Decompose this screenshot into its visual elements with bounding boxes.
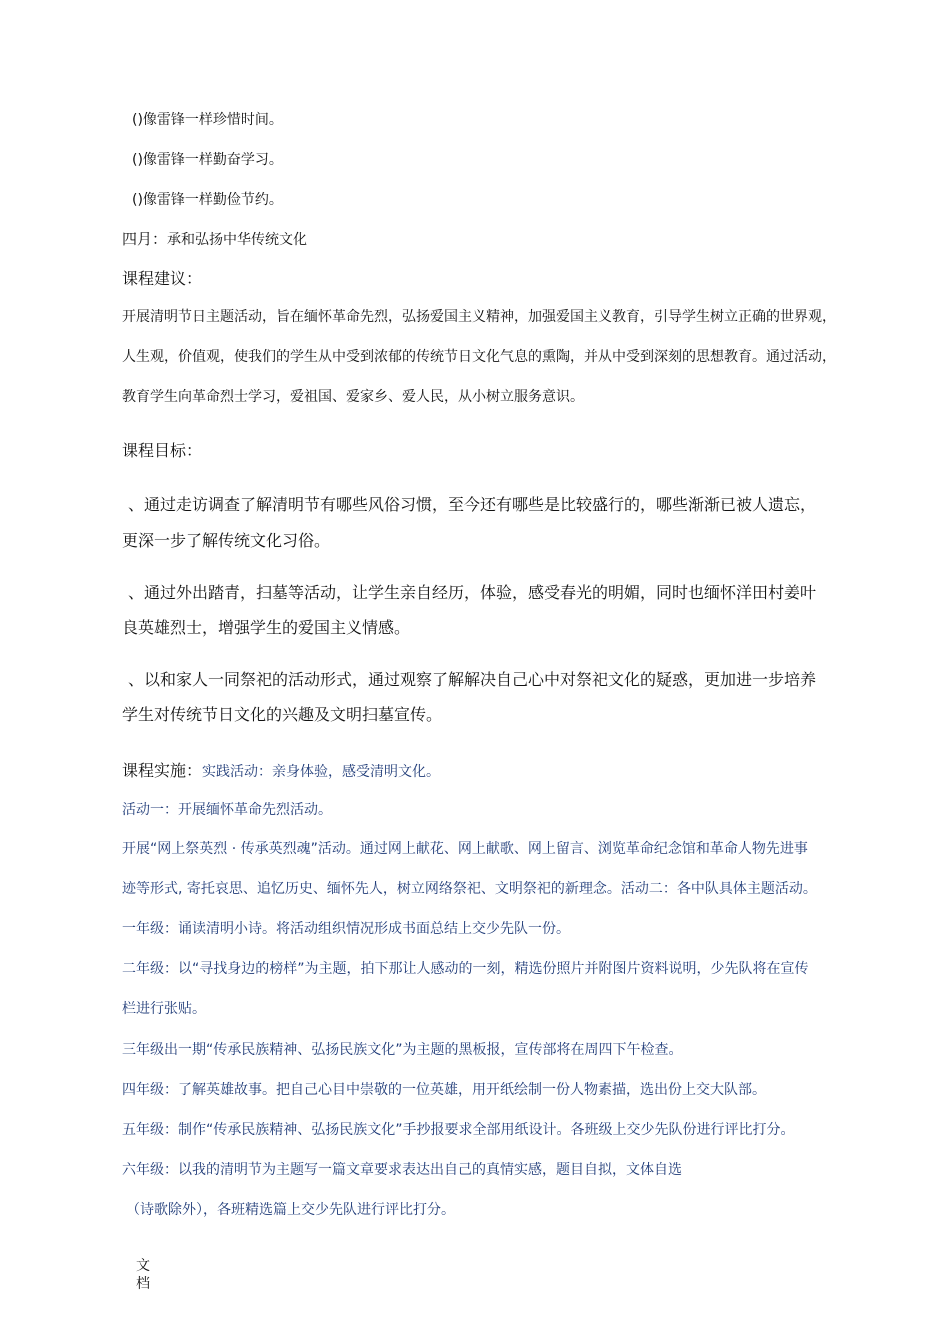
list-item-cherish-time: ()像雷锋一样珍惜时间。 bbox=[132, 112, 283, 128]
activity-line: 迹等形式, 寄托哀思、追忆历史、缅怀先人，树立网络祭祀、文明祭祀的新理念。活动二：各中队具体主题活动。 bbox=[122, 881, 817, 897]
grade-six-line: 六年级：以我的清明节为主题写一篇文章要求表达出自己的真情实感，题目自拟，文体自选 bbox=[122, 1162, 682, 1178]
paragraph-line: 教育学生向革命烈士学习，爱祖国、爱家乡、爱人民，从小树立服务意识。 bbox=[122, 389, 584, 405]
implementation-theme: 实践活动：亲身体验，感受清明文化。 bbox=[202, 764, 441, 780]
goal-line: 、通过走访调查了解清明节有哪些风俗习惯，至今还有哪些是比较盛行的，哪些渐渐已被人遗忘， bbox=[128, 495, 817, 514]
section-heading-suggestion: 课程建议： bbox=[122, 269, 203, 288]
grade-three-line: 三年级出一期“传承民族精神、弘扬民族文化”为主题的黑板报，宣传部将在周四下午检查。 bbox=[122, 1042, 683, 1058]
goal-line: 、以和家人一同祭祀的活动形式，通过观察了解解决自己心中对祭祀文化的疑惑，更加进一步培养 bbox=[128, 670, 817, 689]
grade-one-line: 一年级：诵读清明小诗。将活动组织情况形成书面总结上交少先队一份。 bbox=[122, 921, 570, 937]
paragraph-line: 开展清明节日主题活动，旨在缅怀革命先烈，弘扬爱国主义精神，加强爱国主义教育，引导学生树立正确的世界观， bbox=[122, 309, 836, 325]
grade-two-line: 二年级：以“寻找身边的榜样”为主题，拍下那让人感动的一刻，精选份照片并附图片资料说明，少先队将在宣传 bbox=[122, 961, 809, 977]
goal-line: 、通过外出踏青，扫墓等活动，让学生亲自经历，体验，感受春光的明媚，同时也缅怀洋田村姜叶 bbox=[128, 583, 817, 602]
footer-vertical-text bbox=[136, 1257, 152, 1293]
goal-line: 更深一步了解传统文化习俗。 bbox=[122, 531, 331, 550]
section-heading-goals: 课程目标： bbox=[122, 441, 203, 460]
month-heading bbox=[122, 228, 307, 249]
paragraph-line: 人生观，价值观，使我们的学生从中受到浓郁的传统节日文化气息的熏陶，并从中受到深刻的思想教育。通过活动， bbox=[122, 349, 836, 365]
grade-five-line: 五年级：制作“传承民族精神、弘扬民族文化”手抄报要求全部用纸设计。各班级上交少先队份进行评比打分。 bbox=[122, 1122, 795, 1138]
implementation-heading bbox=[122, 758, 440, 781]
footer-char: 档 bbox=[136, 1276, 150, 1292]
goal-line: 良英雄烈士，增强学生的爱国主义情感。 bbox=[122, 618, 411, 637]
grade-six-line: （诗歌除外），各班精选篇上交少先队进行评比打分。 bbox=[126, 1202, 455, 1218]
implementation-label: 课程实施： bbox=[122, 761, 203, 780]
activity-line: 开展“网上祭英烈 · 传承英烈魂”活动。通过网上献花、网上献歌、网上留言、浏览革命纪念馆和革命人物先进事 bbox=[122, 841, 808, 857]
list-item-thrift: ()像雷锋一样勤俭节约。 bbox=[132, 192, 283, 208]
goal-line: 学生对传统节日文化的兴趣及文明扫墓宣传。 bbox=[122, 705, 443, 724]
month-theme: 承和弘扬中华传统文化 bbox=[167, 232, 308, 248]
activity-title: 活动一：开展缅怀革命先烈活动。 bbox=[122, 802, 332, 818]
list-item-study-hard: ()像雷锋一样勤奋学习。 bbox=[132, 152, 283, 168]
footer-char: 文 bbox=[136, 1258, 150, 1274]
grade-two-line: 栏进行张贴。 bbox=[122, 1001, 206, 1017]
grade-four-line: 四年级：了解英雄故事。把自己心目中崇敬的一位英雄，用开纸绘制一份人物素描，选出份上交大队部。 bbox=[122, 1082, 766, 1098]
month-label: 四月： bbox=[122, 230, 168, 248]
